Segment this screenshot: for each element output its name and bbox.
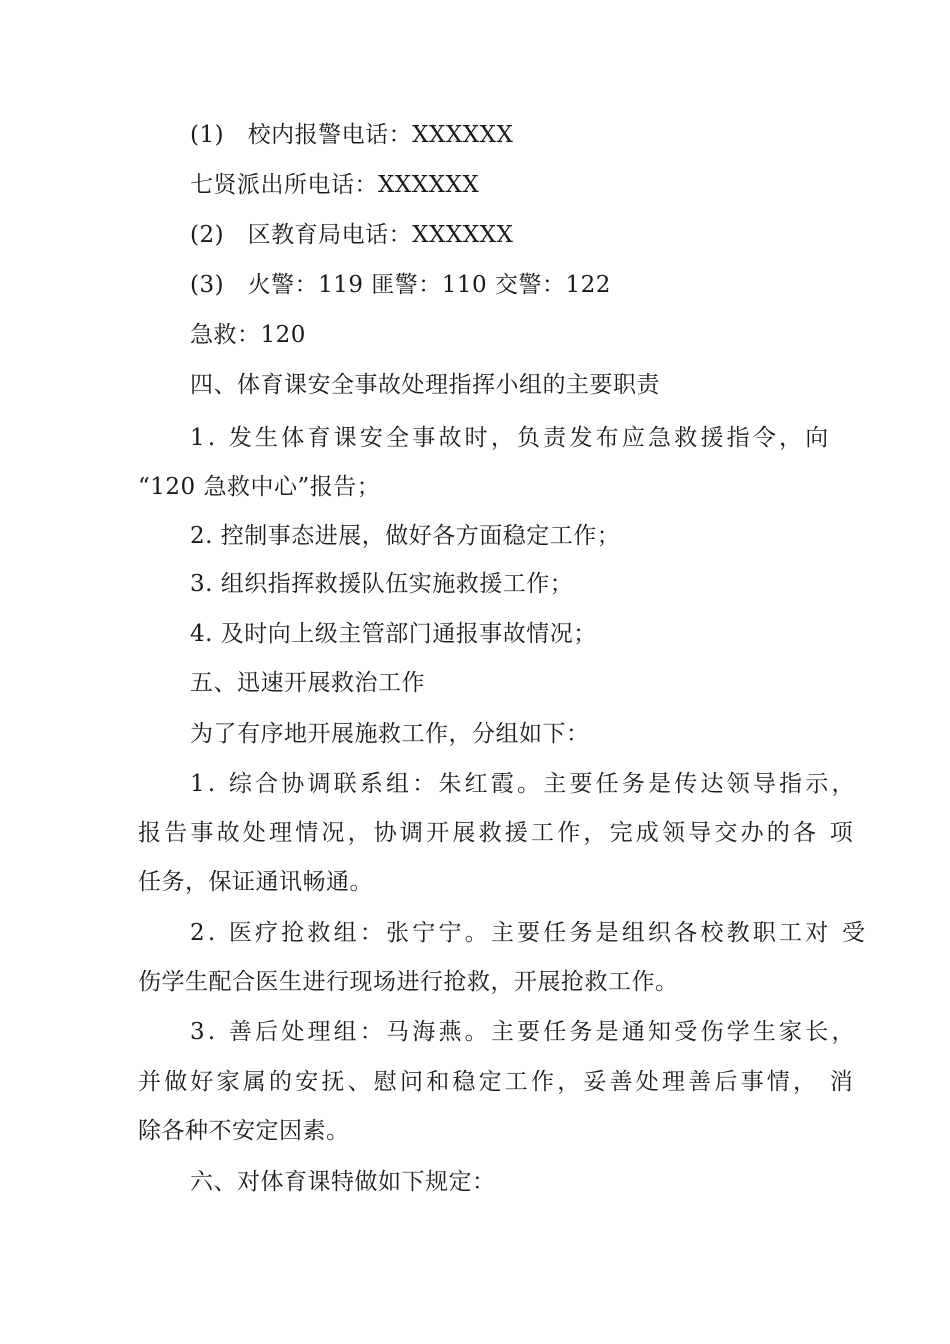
- text-line-phone-police-station: 七贤派出所电话：XXXXXX: [190, 172, 480, 198]
- paragraph-line: 除各种不安定因素。: [138, 1118, 350, 1144]
- paragraph-line: 1. 发生体育课安全事故时，负责发布应急救援指令，向: [190, 425, 832, 451]
- paragraph-line: 2. 医疗抢救组：张宁宁。主要任务是组织各校教职工对 受: [190, 920, 869, 946]
- text-line-phone-ambulance: 急救：120: [190, 322, 306, 348]
- paragraph-line: 2. 控制事态进展，做好各方面稳定工作；: [190, 523, 621, 549]
- text-line-phone-campus: (1) 校内报警电话：XXXXXX: [190, 122, 514, 148]
- section-heading-5: 五、迅速开展救治工作: [190, 670, 425, 696]
- paragraph-line: 任务，保证通讯畅通。: [138, 869, 373, 895]
- section-heading-4: 四、体育课安全事故处理指挥小组的主要职责: [190, 372, 660, 398]
- text-line-phone-education-bureau: (2) 区教育局电话：XXXXXX: [190, 222, 514, 248]
- paragraph-line: 1. 综合协调联系组：朱红霞。主要任务是传达领导指示，: [190, 771, 858, 797]
- section-heading-6: 六、对体育课特做如下规定：: [190, 1169, 496, 1195]
- paragraph-line: 伤学生配合医生进行现场进行抢救，开展抢救工作。: [138, 969, 679, 995]
- paragraph-line: 报告事故处理情况，协调开展救援工作，完成领导交办的各 项: [138, 820, 856, 846]
- paragraph-line: 4. 及时向上级主管部门通报事故情况；: [190, 621, 597, 647]
- paragraph-line: 并做好家属的安抚、慰问和稳定工作，妥善处理善后事情， 消: [138, 1069, 856, 1095]
- paragraph-line: “120 急救中心”报告；: [138, 474, 381, 500]
- text-line-phone-emergency: (3) 火警：119 匪警：110 交警：122: [190, 272, 611, 298]
- paragraph-line: 3. 组织指挥救援队伍实施救援工作；: [190, 571, 574, 597]
- paragraph-line: 为了有序地开展施救工作，分组如下：: [190, 721, 590, 747]
- paragraph-line: 3. 善后处理组：马海燕。主要任务是通知受伤学生家长，: [190, 1019, 858, 1045]
